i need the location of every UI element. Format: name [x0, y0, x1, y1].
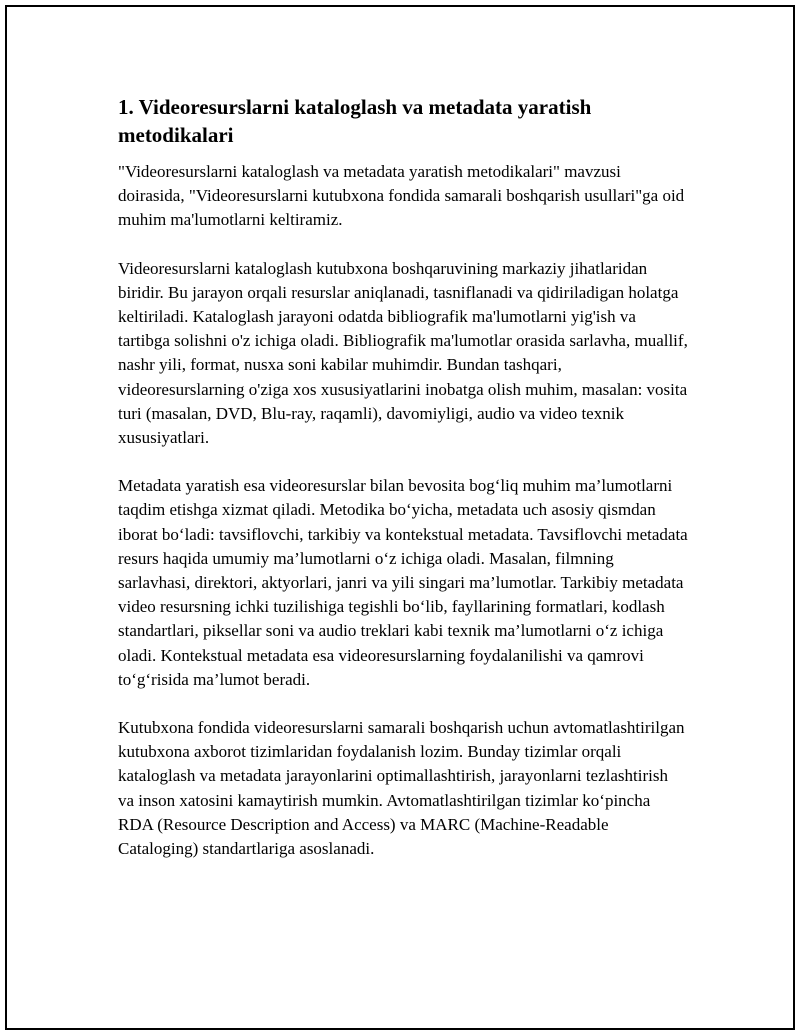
paragraph-cataloging: Videoresurslarni kataloglash kutubxona boshqaruvining markaziy jihatlaridan biridir. Bu jarayon orqali resurslar aniqlanadi, tasniflanadi va qidiriladigan holatga keltiriladi. Kataloglash jarayoni odatda bibliografik ma'lumotlarni yig'ish va tartibga solishni o'z ichiga oladi. Bibliografik ma'lumotlar orasida sarlavha, muallif, nashr yili, format, nusxa soni kabilar muhimdir. Bundan tashqari, videoresurslarning o'ziga xos xususiyatlarini inobatga olish muhim, masalan: vosita turi (masalan, DVD, Blu-ray, raqamli), davomiyligi, audio va video texnik xususiyatlari.: [118, 258, 688, 448]
paragraph-metadata: Metadata yaratish esa videoresurslar bilan bevosita bog‘liq muhim ma’lumotlarni taqdim etishga xizmat qiladi. Metodika bo‘yicha, metadata uch asosiy qismdan iborat bo‘ladi: tavsiflovchi, tarkibiy va kontekstual metadata. Tavsiflovchi metadata resurs haqida umumiy ma’lumotlarni o‘z ichiga oladi. Masalan, filmning sarlavhasi, direktori, aktyorlari, janri va yili singari ma’lumotlar. Tarkibiy metadata video resursning ichki tuzilishiga tegishli bo‘lib, fayllarining formatlari, kodlash standartlari, piksellar soni va audio treklari kabi texnik ma’lumotlarni o‘z ichiga oladi. Kontekstual metadata esa videoresurslarning foydalanilishi va qamrovi to‘g‘risida ma’lumot beradi.: [118, 476, 688, 689]
document-body: [118, 93, 688, 885]
paragraph-automation: Kutubxona fondida videoresurslarni samarali boshqarish uchun avtomatlashtirilgan kutubxona axborot tizimlaridan foydalanish lozim. Bunday tizimlar orqali kataloglash va metadata jarayonlarini optimallashtirish, jarayonlarni tezlashtirish va inson xatosini kamaytirish mumkin. Avtomatlashtirilgan tizimlar ko‘pincha RDA (Resource Description and Access) va MARC (Machine-Readable Cataloging) standartlariga asoslanadi.: [118, 718, 685, 859]
paragraph-intro: "Videoresurslarni kataloglash va metadata yaratish metodikalari" mavzusi doirasida, "Videoresurslarni kutubxona fondida samarali boshqarish usullari"ga oid muhim ma'lumotlarni keltiramiz.: [118, 162, 685, 230]
section-heading: 1. Videoresurslarni kataloglash va metadata yaratish metodikalari: [118, 95, 592, 147]
